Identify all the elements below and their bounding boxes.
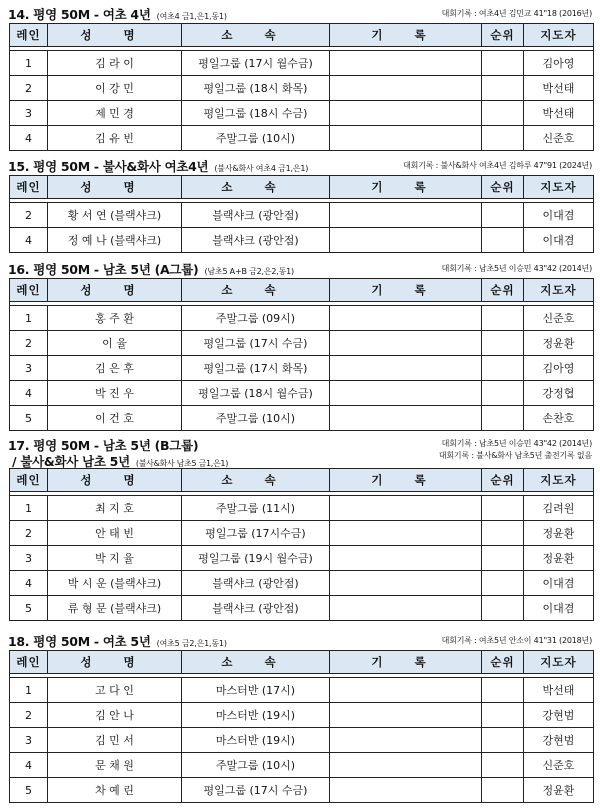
- record-cell: [330, 76, 482, 101]
- lane-header: 레인: [10, 651, 48, 674]
- table-row: [10, 101, 594, 126]
- lane-cell: 2: [10, 521, 48, 546]
- team-header: 소 속: [182, 24, 330, 47]
- team-cell: 평일그룹 (17시 화목): [182, 356, 330, 381]
- heat-table: [9, 468, 594, 621]
- table-row: [10, 406, 594, 431]
- lane-cell: 1: [10, 306, 48, 331]
- meet-record: 대회기록 : 여초5년 안소이 41"31 (2018년): [441, 636, 592, 645]
- name-cell: 류 형 문 (블랙샤크): [48, 596, 182, 621]
- rank-header: 순위: [482, 279, 524, 302]
- rank-cell: [482, 778, 524, 803]
- record-header: 기 록: [330, 24, 482, 47]
- team-cell: 주말그룹 (10시): [182, 406, 330, 431]
- record-cell: [330, 778, 482, 803]
- name-header: 성 명: [48, 176, 182, 199]
- table-row: [10, 703, 594, 728]
- table-row: [10, 678, 594, 703]
- record-header: 기 록: [330, 469, 482, 492]
- table-row: [10, 521, 594, 546]
- event-title-line2: / 불사&화사 남초 5년 (불사&화사 남초5 금1,은1): [12, 454, 229, 469]
- lane-cell: 5: [10, 596, 48, 621]
- name-cell: 박 진 우: [48, 381, 182, 406]
- lane-cell: 1: [10, 678, 48, 703]
- header-row: [10, 24, 594, 47]
- name-cell: 최 지 호: [48, 496, 182, 521]
- rank-cell: [482, 203, 524, 228]
- table-row: [10, 331, 594, 356]
- header-row: [10, 279, 594, 302]
- lane-cell: 4: [10, 228, 48, 253]
- team-cell: 평일그룹 (18시 수금): [182, 101, 330, 126]
- table-row: [10, 571, 594, 596]
- lane-cell: 1: [10, 496, 48, 521]
- rank-cell: [482, 76, 524, 101]
- table-row: [10, 306, 594, 331]
- event-15: [0, 155, 600, 253]
- record-cell: [330, 101, 482, 126]
- team-header: 소 속: [182, 279, 330, 302]
- event-16: [0, 258, 600, 431]
- record-cell: [330, 546, 482, 571]
- rank-cell: [482, 381, 524, 406]
- rank-cell: [482, 496, 524, 521]
- lane-cell: 3: [10, 101, 48, 126]
- table-row: [10, 546, 594, 571]
- record-cell: [330, 703, 482, 728]
- coach-header: 지도자: [524, 651, 594, 674]
- event-title: 17. 평영 50M - 남초 5년 (B그룹): [8, 438, 199, 453]
- lane-cell: 4: [10, 381, 48, 406]
- coach-cell: 신준호: [524, 306, 594, 331]
- team-cell: 평일그룹 (17시 수금): [182, 778, 330, 803]
- rank-cell: [482, 228, 524, 253]
- coach-cell: 박선태: [524, 678, 594, 703]
- heat-table: [9, 175, 594, 253]
- name-cell: 정 예 나 (블랙샤크): [48, 228, 182, 253]
- rank-header: 순위: [482, 176, 524, 199]
- team-cell: 마스터반 (17시): [182, 678, 330, 703]
- coach-cell: 정윤환: [524, 331, 594, 356]
- event-14: [0, 3, 600, 151]
- rank-cell: [482, 406, 524, 431]
- coach-cell: 정윤환: [524, 778, 594, 803]
- rank-cell: [482, 596, 524, 621]
- team-cell: 주말그룹 (09시): [182, 306, 330, 331]
- lane-cell: 2: [10, 76, 48, 101]
- name-cell: 문 채 원: [48, 753, 182, 778]
- team-cell: 평일그룹 (19시 월수금): [182, 546, 330, 571]
- table-row: [10, 596, 594, 621]
- coach-cell: 정윤환: [524, 521, 594, 546]
- lane-header: 레인: [10, 469, 48, 492]
- record-cell: [330, 571, 482, 596]
- record-cell: [330, 596, 482, 621]
- name-header: 성 명: [48, 651, 182, 674]
- team-cell: 블랙샤크 (광안점): [182, 228, 330, 253]
- table-row: [10, 381, 594, 406]
- record-cell: [330, 51, 482, 76]
- rank-cell: [482, 703, 524, 728]
- meet-record: 대회기록 : 남초5년 이승민 43"42 (2014년): [441, 264, 592, 273]
- lane-header: 레인: [10, 279, 48, 302]
- coach-header: 지도자: [524, 176, 594, 199]
- lane-cell: 4: [10, 571, 48, 596]
- meet-record: 대회기록 : 남초5년 이승민 43"42 (2014년): [441, 439, 592, 448]
- rank-cell: [482, 101, 524, 126]
- event-title: 14. 평영 50M - 여초 4년 (여초4 금1,은1,동1): [8, 7, 227, 22]
- coach-header: 지도자: [524, 24, 594, 47]
- record-cell: [330, 356, 482, 381]
- name-cell: 제 민 경: [48, 101, 182, 126]
- coach-cell: 이대겸: [524, 203, 594, 228]
- lane-cell: 5: [10, 778, 48, 803]
- name-cell: 이 강 민: [48, 76, 182, 101]
- coach-cell: 신준호: [524, 753, 594, 778]
- team-cell: 평일그룹 (18시 화목): [182, 76, 330, 101]
- table-row: [10, 126, 594, 151]
- team-cell: 블랙샤크 (광안점): [182, 203, 330, 228]
- record-header: 기 록: [330, 279, 482, 302]
- coach-cell: 김려원: [524, 496, 594, 521]
- record-cell: [330, 228, 482, 253]
- event-18: [0, 630, 600, 803]
- name-cell: 안 태 빈: [48, 521, 182, 546]
- record-header: 기 록: [330, 176, 482, 199]
- record-cell: [330, 306, 482, 331]
- lane-cell: 4: [10, 753, 48, 778]
- record-cell: [330, 496, 482, 521]
- record-cell: [330, 678, 482, 703]
- lane-cell: 2: [10, 703, 48, 728]
- team-header: 소 속: [182, 176, 330, 199]
- coach-cell: 강현범: [524, 703, 594, 728]
- table-row: [10, 203, 594, 228]
- team-cell: 마스터반 (19시): [182, 728, 330, 753]
- rank-cell: [482, 571, 524, 596]
- lane-cell: 1: [10, 51, 48, 76]
- team-cell: 주말그룹 (10시): [182, 753, 330, 778]
- team-cell: 블랙샤크 (광안점): [182, 596, 330, 621]
- record-header: 기 록: [330, 651, 482, 674]
- coach-cell: 박선태: [524, 101, 594, 126]
- coach-cell: 이대겸: [524, 596, 594, 621]
- meet-record: 대회기록 : 여초4년 김민교 41"18 (2016년): [441, 9, 592, 18]
- name-cell: 황 서 연 (블랙샤크): [48, 203, 182, 228]
- coach-cell: 이대겸: [524, 571, 594, 596]
- meet-record-2: 대회기록 : 불사&화사 남초5년 출전기록 없음: [438, 451, 592, 460]
- coach-cell: 이대겸: [524, 228, 594, 253]
- meet-record: 대회기록 : 불사&화사 여초4년 김하루 47"91 (2024년): [403, 161, 592, 170]
- rank-cell: [482, 678, 524, 703]
- header-row: [10, 651, 594, 674]
- name-cell: 차 예 린: [48, 778, 182, 803]
- coach-header: 지도자: [524, 279, 594, 302]
- lane-cell: 3: [10, 546, 48, 571]
- rank-cell: [482, 356, 524, 381]
- record-cell: [330, 521, 482, 546]
- name-cell: 고 다 인: [48, 678, 182, 703]
- team-cell: 주말그룹 (11시): [182, 496, 330, 521]
- table-row: [10, 753, 594, 778]
- rank-cell: [482, 728, 524, 753]
- event-title: 15. 평영 50M - 불사&화사 여초4년 (불사&화사 여초4 금1,은1): [8, 159, 309, 174]
- record-cell: [330, 753, 482, 778]
- name-cell: 김 라 이: [48, 51, 182, 76]
- lane-cell: 5: [10, 406, 48, 431]
- record-cell: [330, 203, 482, 228]
- table-row: [10, 778, 594, 803]
- name-cell: 김 안 나: [48, 703, 182, 728]
- record-cell: [330, 728, 482, 753]
- name-cell: 김 민 서: [48, 728, 182, 753]
- team-cell: 평일그룹 (18시 월수금): [182, 381, 330, 406]
- coach-cell: 김아영: [524, 356, 594, 381]
- record-cell: [330, 331, 482, 356]
- name-header: 성 명: [48, 279, 182, 302]
- team-cell: 블랙샤크 (광안점): [182, 571, 330, 596]
- lane-cell: 2: [10, 203, 48, 228]
- rank-header: 순위: [482, 24, 524, 47]
- team-header: 소 속: [182, 651, 330, 674]
- lane-cell: 4: [10, 126, 48, 151]
- record-cell: [330, 126, 482, 151]
- heat-table: [9, 650, 594, 803]
- name-cell: 박 지 율: [48, 546, 182, 571]
- team-cell: 주말그룹 (10시): [182, 126, 330, 151]
- name-cell: 김 은 후: [48, 356, 182, 381]
- event-title: 16. 평영 50M - 남초 5년 (A그룹) (남초5 A+B 금2,은2,동1): [8, 262, 294, 277]
- table-row: [10, 728, 594, 753]
- table-row: [10, 51, 594, 76]
- lane-cell: 3: [10, 356, 48, 381]
- name-cell: 이 율: [48, 331, 182, 356]
- rank-cell: [482, 51, 524, 76]
- rank-cell: [482, 753, 524, 778]
- name-header: 성 명: [48, 469, 182, 492]
- rank-cell: [482, 306, 524, 331]
- team-header: 소 속: [182, 469, 330, 492]
- name-header: 성 명: [48, 24, 182, 47]
- heat-table: [9, 278, 594, 431]
- coach-cell: 정윤환: [524, 546, 594, 571]
- rank-cell: [482, 126, 524, 151]
- coach-cell: 손찬호: [524, 406, 594, 431]
- team-cell: 평일그룹 (17시 월수금): [182, 51, 330, 76]
- team-cell: 평일그룹 (17시 수금): [182, 331, 330, 356]
- header-row: [10, 176, 594, 199]
- heat-table: [9, 23, 594, 151]
- name-cell: 박 시 운 (블랙샤크): [48, 571, 182, 596]
- rank-cell: [482, 546, 524, 571]
- lane-header: 레인: [10, 24, 48, 47]
- table-row: [10, 228, 594, 253]
- rank-cell: [482, 331, 524, 356]
- coach-cell: 신준호: [524, 126, 594, 151]
- lane-header: 레인: [10, 176, 48, 199]
- table-row: [10, 356, 594, 381]
- coach-cell: 강정협: [524, 381, 594, 406]
- team-cell: 평일그룹 (17시수금): [182, 521, 330, 546]
- rank-header: 순위: [482, 651, 524, 674]
- lane-cell: 2: [10, 331, 48, 356]
- coach-cell: 김아영: [524, 51, 594, 76]
- lane-cell: 3: [10, 728, 48, 753]
- table-row: [10, 76, 594, 101]
- coach-header: 지도자: [524, 469, 594, 492]
- coach-cell: 박선태: [524, 76, 594, 101]
- name-cell: 김 유 빈: [48, 126, 182, 151]
- name-cell: 이 건 호: [48, 406, 182, 431]
- record-cell: [330, 406, 482, 431]
- rank-header: 순위: [482, 469, 524, 492]
- event-17: [0, 434, 600, 621]
- team-cell: 마스터반 (19시): [182, 703, 330, 728]
- event-title: 18. 평영 50M - 여초 5년 (여초5 금2,은1,동1): [8, 634, 227, 649]
- table-row: [10, 496, 594, 521]
- rank-cell: [482, 521, 524, 546]
- header-row: [10, 469, 594, 492]
- coach-cell: 강현범: [524, 728, 594, 753]
- name-cell: 홍 주 환: [48, 306, 182, 331]
- record-cell: [330, 381, 482, 406]
